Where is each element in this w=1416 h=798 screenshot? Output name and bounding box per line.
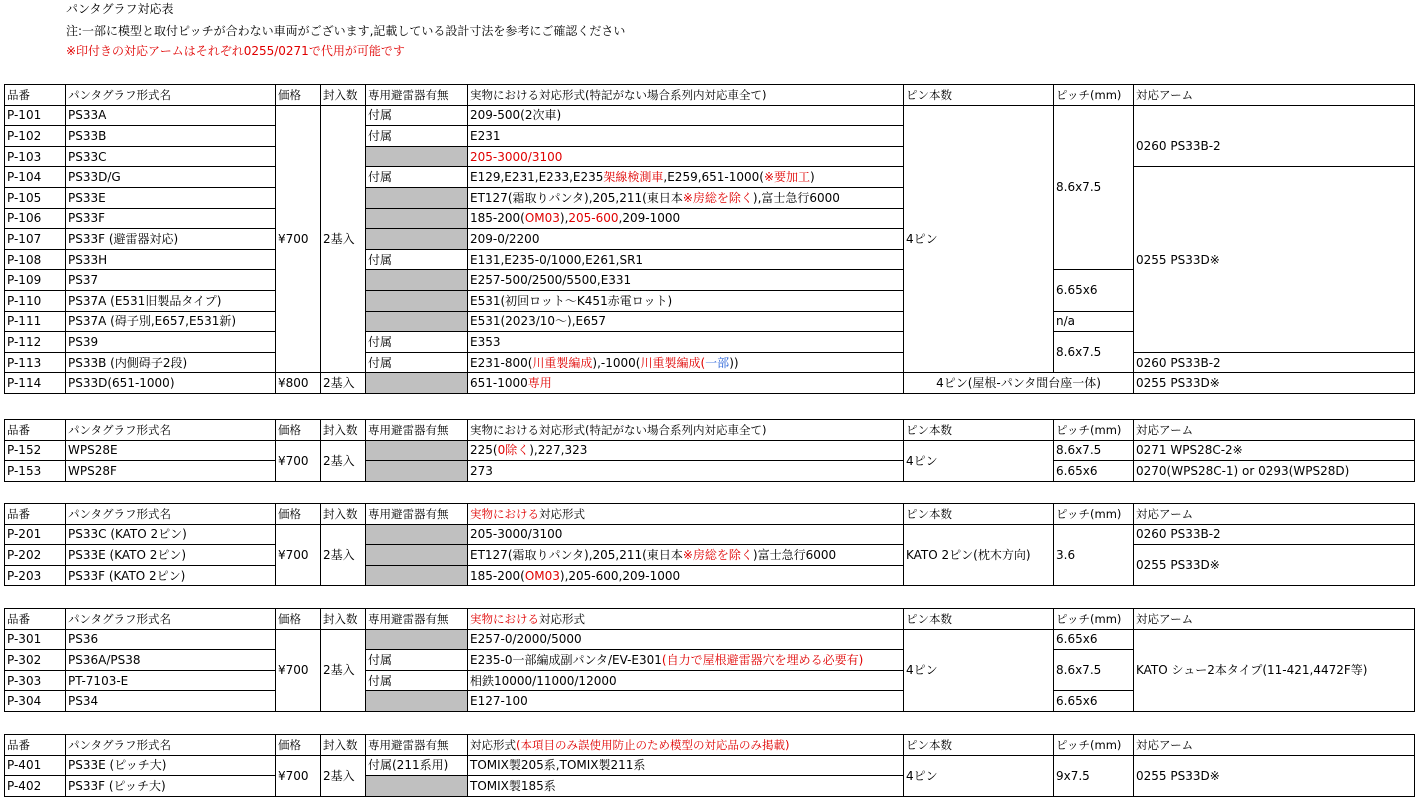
header-compat: 実物における対応形式(特記がない場合系列内対応車全て) — [468, 85, 904, 106]
row-no: P-301 — [5, 629, 66, 650]
compat-cell: 185-200(OM03),205-600,209-1000 — [468, 565, 904, 586]
header-pins: ピン本数 — [904, 504, 1054, 525]
qty-cell: 2基入 — [321, 440, 366, 481]
row-no: P-152 — [5, 440, 66, 461]
header-no: 品番 — [5, 609, 66, 630]
header-arm: 対応アーム — [1134, 609, 1415, 630]
compat-cell: E531(初回ロット〜K451赤電ロット) — [468, 290, 904, 311]
table-row — [5, 440, 1415, 461]
row-no: P-108 — [5, 249, 66, 270]
row-no: P-105 — [5, 187, 66, 208]
note-arm-substitute: ※印付きの対応アームはそれぞれ0255/0271で代用が可能です — [66, 44, 405, 58]
compat-cell: E127-100 — [468, 691, 904, 712]
table-standard-pantographs — [4, 84, 1415, 394]
pitch-cell: 6.65x6 — [1054, 270, 1134, 311]
row-no: P-110 — [5, 290, 66, 311]
pitch-cell: 8.6x7.5 — [1054, 440, 1134, 461]
arrester-cell: 付属 — [366, 650, 468, 671]
arm-cell: 0270(WPS28C-1) or 0293(WPS28D) — [1134, 461, 1415, 482]
pitch-cell: 3.6 — [1054, 524, 1134, 586]
row-name: PS33F (ピッチ大) — [66, 776, 276, 797]
row-no: P-103 — [5, 146, 66, 167]
arrester-cell — [366, 776, 468, 797]
header-arrester: 専用避雷器有無 — [366, 420, 468, 441]
table-row — [5, 545, 1415, 566]
table-row — [5, 629, 1415, 650]
header-name: パンタグラフ形式名 — [66, 420, 276, 441]
row-no: P-402 — [5, 776, 66, 797]
header-compat: 実物における対応形式 — [468, 609, 904, 630]
header-name: パンタグラフ形式名 — [66, 504, 276, 525]
compat-cell: 185-200(OM03),205-600,209-1000 — [468, 208, 904, 229]
row-name: PS33F (KATO 2ピン) — [66, 565, 276, 586]
arrester-cell: 付属 — [366, 105, 468, 126]
header-arm: 対応アーム — [1134, 85, 1415, 106]
compat-cell: E257-0/2000/5000 — [468, 629, 904, 650]
table-row — [5, 461, 1415, 482]
price-cell: ¥700 — [276, 105, 321, 373]
arrester-cell — [366, 270, 468, 291]
pitch-cell: 6.65x6 — [1054, 691, 1134, 712]
row-no: P-153 — [5, 461, 66, 482]
pitch-cell: n/a — [1054, 311, 1134, 332]
row-name: PS36A/PS38 — [66, 650, 276, 671]
arm-cell: 0271 WPS28C-2※ — [1134, 440, 1415, 461]
arrester-cell — [366, 146, 468, 167]
compat-cell: 209-500(2次車) — [468, 105, 904, 126]
header-pins: ピン本数 — [904, 609, 1054, 630]
row-no: P-106 — [5, 208, 66, 229]
row-name: PS36 — [66, 629, 276, 650]
row-name: PS37 — [66, 270, 276, 291]
header-name: パンタグラフ形式名 — [66, 609, 276, 630]
row-name: PS33E (KATO 2ピン) — [66, 545, 276, 566]
table-row — [5, 524, 1415, 545]
row-no: P-109 — [5, 270, 66, 291]
price-cell: ¥700 — [276, 755, 321, 796]
header-compat: 実物における対応形式(特記がない場合系列内対応車全て) — [468, 420, 904, 441]
row-no: P-112 — [5, 332, 66, 353]
header-price: 価格 — [276, 609, 321, 630]
table-kato-shoe — [4, 608, 1415, 712]
header-qty: 封入数 — [321, 504, 366, 525]
compat-cell: TOMIX製185系 — [468, 776, 904, 797]
compat-cell: E131,E235-0/1000,E261,SR1 — [468, 249, 904, 270]
pitch-cell: 8.6x7.5 — [1054, 650, 1134, 691]
qty-cell: 2基入 — [321, 373, 366, 394]
header-arrester: 専用避雷器有無 — [366, 85, 468, 106]
note-pitch: 注:一部に模型と取付ピッチが合わない車両がございます,記載している設計寸法を参考にご確認ください — [66, 24, 626, 38]
row-no: P-201 — [5, 524, 66, 545]
compat-cell: 205-3000/3100 — [468, 524, 904, 545]
header-compat: 実物における対応形式 — [468, 504, 904, 525]
arm-cell: 0255 PS33D※ — [1134, 373, 1415, 394]
arm-cell-blank — [1134, 105, 1415, 126]
row-name: PS34 — [66, 691, 276, 712]
arrester-cell: 付属 — [366, 249, 468, 270]
pins-cell: 4ピン — [904, 755, 1054, 796]
table-kato-2pin — [4, 503, 1415, 586]
row-name: PS33B (内側碍子2段) — [66, 352, 276, 373]
compat-cell: 225(0除く),227,323 — [468, 440, 904, 461]
compat-cell: E353 — [468, 332, 904, 353]
table-wps28 — [4, 419, 1415, 482]
compat-cell: 205-3000/3100 — [468, 146, 904, 167]
header-qty: 封入数 — [321, 735, 366, 756]
row-name: PS33F — [66, 208, 276, 229]
arrester-cell — [366, 691, 468, 712]
row-no: P-304 — [5, 691, 66, 712]
pitch-cell: 6.65x6 — [1054, 629, 1134, 650]
header-arm: 対応アーム — [1134, 735, 1415, 756]
arrester-cell — [366, 208, 468, 229]
row-no: P-104 — [5, 167, 66, 188]
arrester-cell: 付属 — [366, 332, 468, 353]
header-name: パンタグラフ形式名 — [66, 85, 276, 106]
table-row — [5, 755, 1415, 776]
page-title: パンタグラフ対応表 — [66, 2, 174, 16]
arrester-cell — [366, 229, 468, 250]
arm-cell: 0260 PS33B-2 — [1134, 352, 1415, 373]
header-pins: ピン本数 — [904, 420, 1054, 441]
row-name: PS33A — [66, 105, 276, 126]
header-compat: 対応形式(本項目のみ誤使用防止のため模型の対応品のみ掲載) — [468, 735, 904, 756]
header-price: 価格 — [276, 85, 321, 106]
row-name: PT-7103-E — [66, 670, 276, 691]
compat-cell: 273 — [468, 461, 904, 482]
header-qty: 封入数 — [321, 85, 366, 106]
row-no: P-107 — [5, 229, 66, 250]
header-pitch: ピッチ(mm) — [1054, 504, 1134, 525]
row-name: PS33D(651-1000) — [66, 373, 276, 394]
pins-cell: 4ピン — [904, 105, 1054, 373]
table-header-row — [5, 609, 1415, 630]
header-qty: 封入数 — [321, 609, 366, 630]
row-name: PS39 — [66, 332, 276, 353]
arrester-cell — [366, 311, 468, 332]
compat-cell: E235-0一部編成副パンタ/EV-E301(自力で屋根避雷器穴を埋める必要有) — [468, 650, 904, 671]
pitch-cell: 9x7.5 — [1054, 755, 1134, 796]
arrester-cell: 付属(211系用) — [366, 755, 468, 776]
row-name: PS33E — [66, 187, 276, 208]
table-header-row — [5, 420, 1415, 441]
arm-cell: 0255 PS33D※ — [1134, 755, 1415, 796]
price-cell: ¥700 — [276, 629, 321, 711]
pins-cell: 4ピン — [904, 629, 1054, 711]
row-no: P-202 — [5, 545, 66, 566]
compat-cell: ET127(霜取りパンタ),205,211(東日本※房総を除く),富士急行6000 — [468, 187, 904, 208]
header-arrester: 専用避雷器有無 — [366, 504, 468, 525]
compat-cell: E531(2023/10〜),E657 — [468, 311, 904, 332]
header-no: 品番 — [5, 735, 66, 756]
header-pins: ピン本数 — [904, 735, 1054, 756]
row-no: P-101 — [5, 105, 66, 126]
arrester-cell — [366, 187, 468, 208]
row-name: PS33B — [66, 126, 276, 147]
compat-cell: E231 — [468, 126, 904, 147]
compat-cell: 651-1000専用 — [468, 373, 904, 394]
table-row — [5, 352, 1415, 373]
arrester-cell — [366, 545, 468, 566]
row-name: PS33E (ピッチ大) — [66, 755, 276, 776]
row-name: WPS28E — [66, 440, 276, 461]
row-no: P-401 — [5, 755, 66, 776]
header-pitch: ピッチ(mm) — [1054, 609, 1134, 630]
row-name: PS33H — [66, 249, 276, 270]
table-row — [5, 126, 1415, 147]
row-name: WPS28F — [66, 461, 276, 482]
table-row — [5, 105, 1415, 126]
arrester-cell: 付属 — [366, 167, 468, 188]
pins-cell: KATO 2ピン(枕木方向) — [904, 524, 1054, 586]
table-header-row — [5, 504, 1415, 525]
row-no: P-102 — [5, 126, 66, 147]
compat-cell: ET127(霜取りパンタ),205,211(東日本※房総を除く)富士急行6000 — [468, 545, 904, 566]
header-price: 価格 — [276, 735, 321, 756]
header-no: 品番 — [5, 504, 66, 525]
compat-cell: E231-800(川重製編成),-1000(川重製編成(一部)) — [468, 352, 904, 373]
row-no: P-302 — [5, 650, 66, 671]
table-header-row — [5, 85, 1415, 106]
table-row — [5, 167, 1415, 188]
qty-cell: 2基入 — [321, 755, 366, 796]
row-name: PS37A (碍子別,E657,E531新) — [66, 311, 276, 332]
qty-cell: 2基入 — [321, 105, 366, 373]
row-no: P-113 — [5, 352, 66, 373]
qty-cell: 2基入 — [321, 524, 366, 586]
arrester-cell — [366, 440, 468, 461]
pitch-cell: 8.6x7.5 — [1054, 332, 1134, 373]
row-name: PS37A (E531旧製品タイプ) — [66, 290, 276, 311]
pitch-cell: 6.65x6 — [1054, 461, 1134, 482]
header-qty: 封入数 — [321, 420, 366, 441]
header-pins: ピン本数 — [904, 85, 1054, 106]
arrester-cell: 付属 — [366, 352, 468, 373]
compat-cell: E129,E231,E233,E235架線検測車,E259,651-1000(※要加工) — [468, 167, 904, 188]
header-pitch: ピッチ(mm) — [1054, 420, 1134, 441]
pitch-cell: 8.6x7.5 — [1054, 105, 1134, 270]
header-no: 品番 — [5, 420, 66, 441]
header-arrester: 専用避雷器有無 — [366, 735, 468, 756]
header-no: 品番 — [5, 85, 66, 106]
table-header-row — [5, 735, 1415, 756]
row-no: P-203 — [5, 565, 66, 586]
header-arm: 対応アーム — [1134, 420, 1415, 441]
arrester-cell — [366, 461, 468, 482]
arm-cell: 0255 PS33D※ — [1134, 167, 1415, 352]
arrester-cell — [366, 373, 468, 394]
pins-cell: 4ピン — [904, 440, 1054, 481]
header-name: パンタグラフ形式名 — [66, 735, 276, 756]
arrester-cell — [366, 290, 468, 311]
arrester-cell: 付属 — [366, 670, 468, 691]
table-row — [5, 373, 1415, 394]
row-name: PS33F (避雷器対応) — [66, 229, 276, 250]
row-name: PS33C — [66, 146, 276, 167]
price-cell: ¥800 — [276, 373, 321, 394]
arrester-cell — [366, 565, 468, 586]
header-pitch: ピッチ(mm) — [1054, 735, 1134, 756]
compat-cell: 209-0/2200 — [468, 229, 904, 250]
pins-cell: 4ピン(屋根-パンタ間台座一体) — [904, 373, 1134, 394]
arm-cell: KATO シュー2本タイプ(11-421,4472F等) — [1134, 629, 1415, 711]
header-pitch: ピッチ(mm) — [1054, 85, 1134, 106]
row-name: PS33D/G — [66, 167, 276, 188]
arm-cell: 0255 PS33D※ — [1134, 545, 1415, 586]
row-no: P-111 — [5, 311, 66, 332]
arrester-cell — [366, 524, 468, 545]
compat-cell: TOMIX製205系,TOMIX製211系 — [468, 755, 904, 776]
row-no: P-303 — [5, 670, 66, 691]
row-name: PS33C (KATO 2ピン) — [66, 524, 276, 545]
table-wide-pitch — [4, 734, 1415, 797]
arrester-cell: 付属 — [366, 126, 468, 147]
price-cell: ¥700 — [276, 440, 321, 481]
header-arrester: 専用避雷器有無 — [366, 609, 468, 630]
header-price: 価格 — [276, 420, 321, 441]
arm-cell: 0260 PS33B-2 — [1134, 126, 1415, 167]
header-price: 価格 — [276, 504, 321, 525]
arrester-cell — [366, 629, 468, 650]
row-no: P-114 — [5, 373, 66, 394]
qty-cell: 2基入 — [321, 629, 366, 711]
price-cell: ¥700 — [276, 524, 321, 586]
header-arm: 対応アーム — [1134, 504, 1415, 525]
arm-cell: 0260 PS33B-2 — [1134, 524, 1415, 545]
compat-cell: E257-500/2500/5500,E331 — [468, 270, 904, 291]
compat-cell: 相鉄10000/11000/12000 — [468, 670, 904, 691]
